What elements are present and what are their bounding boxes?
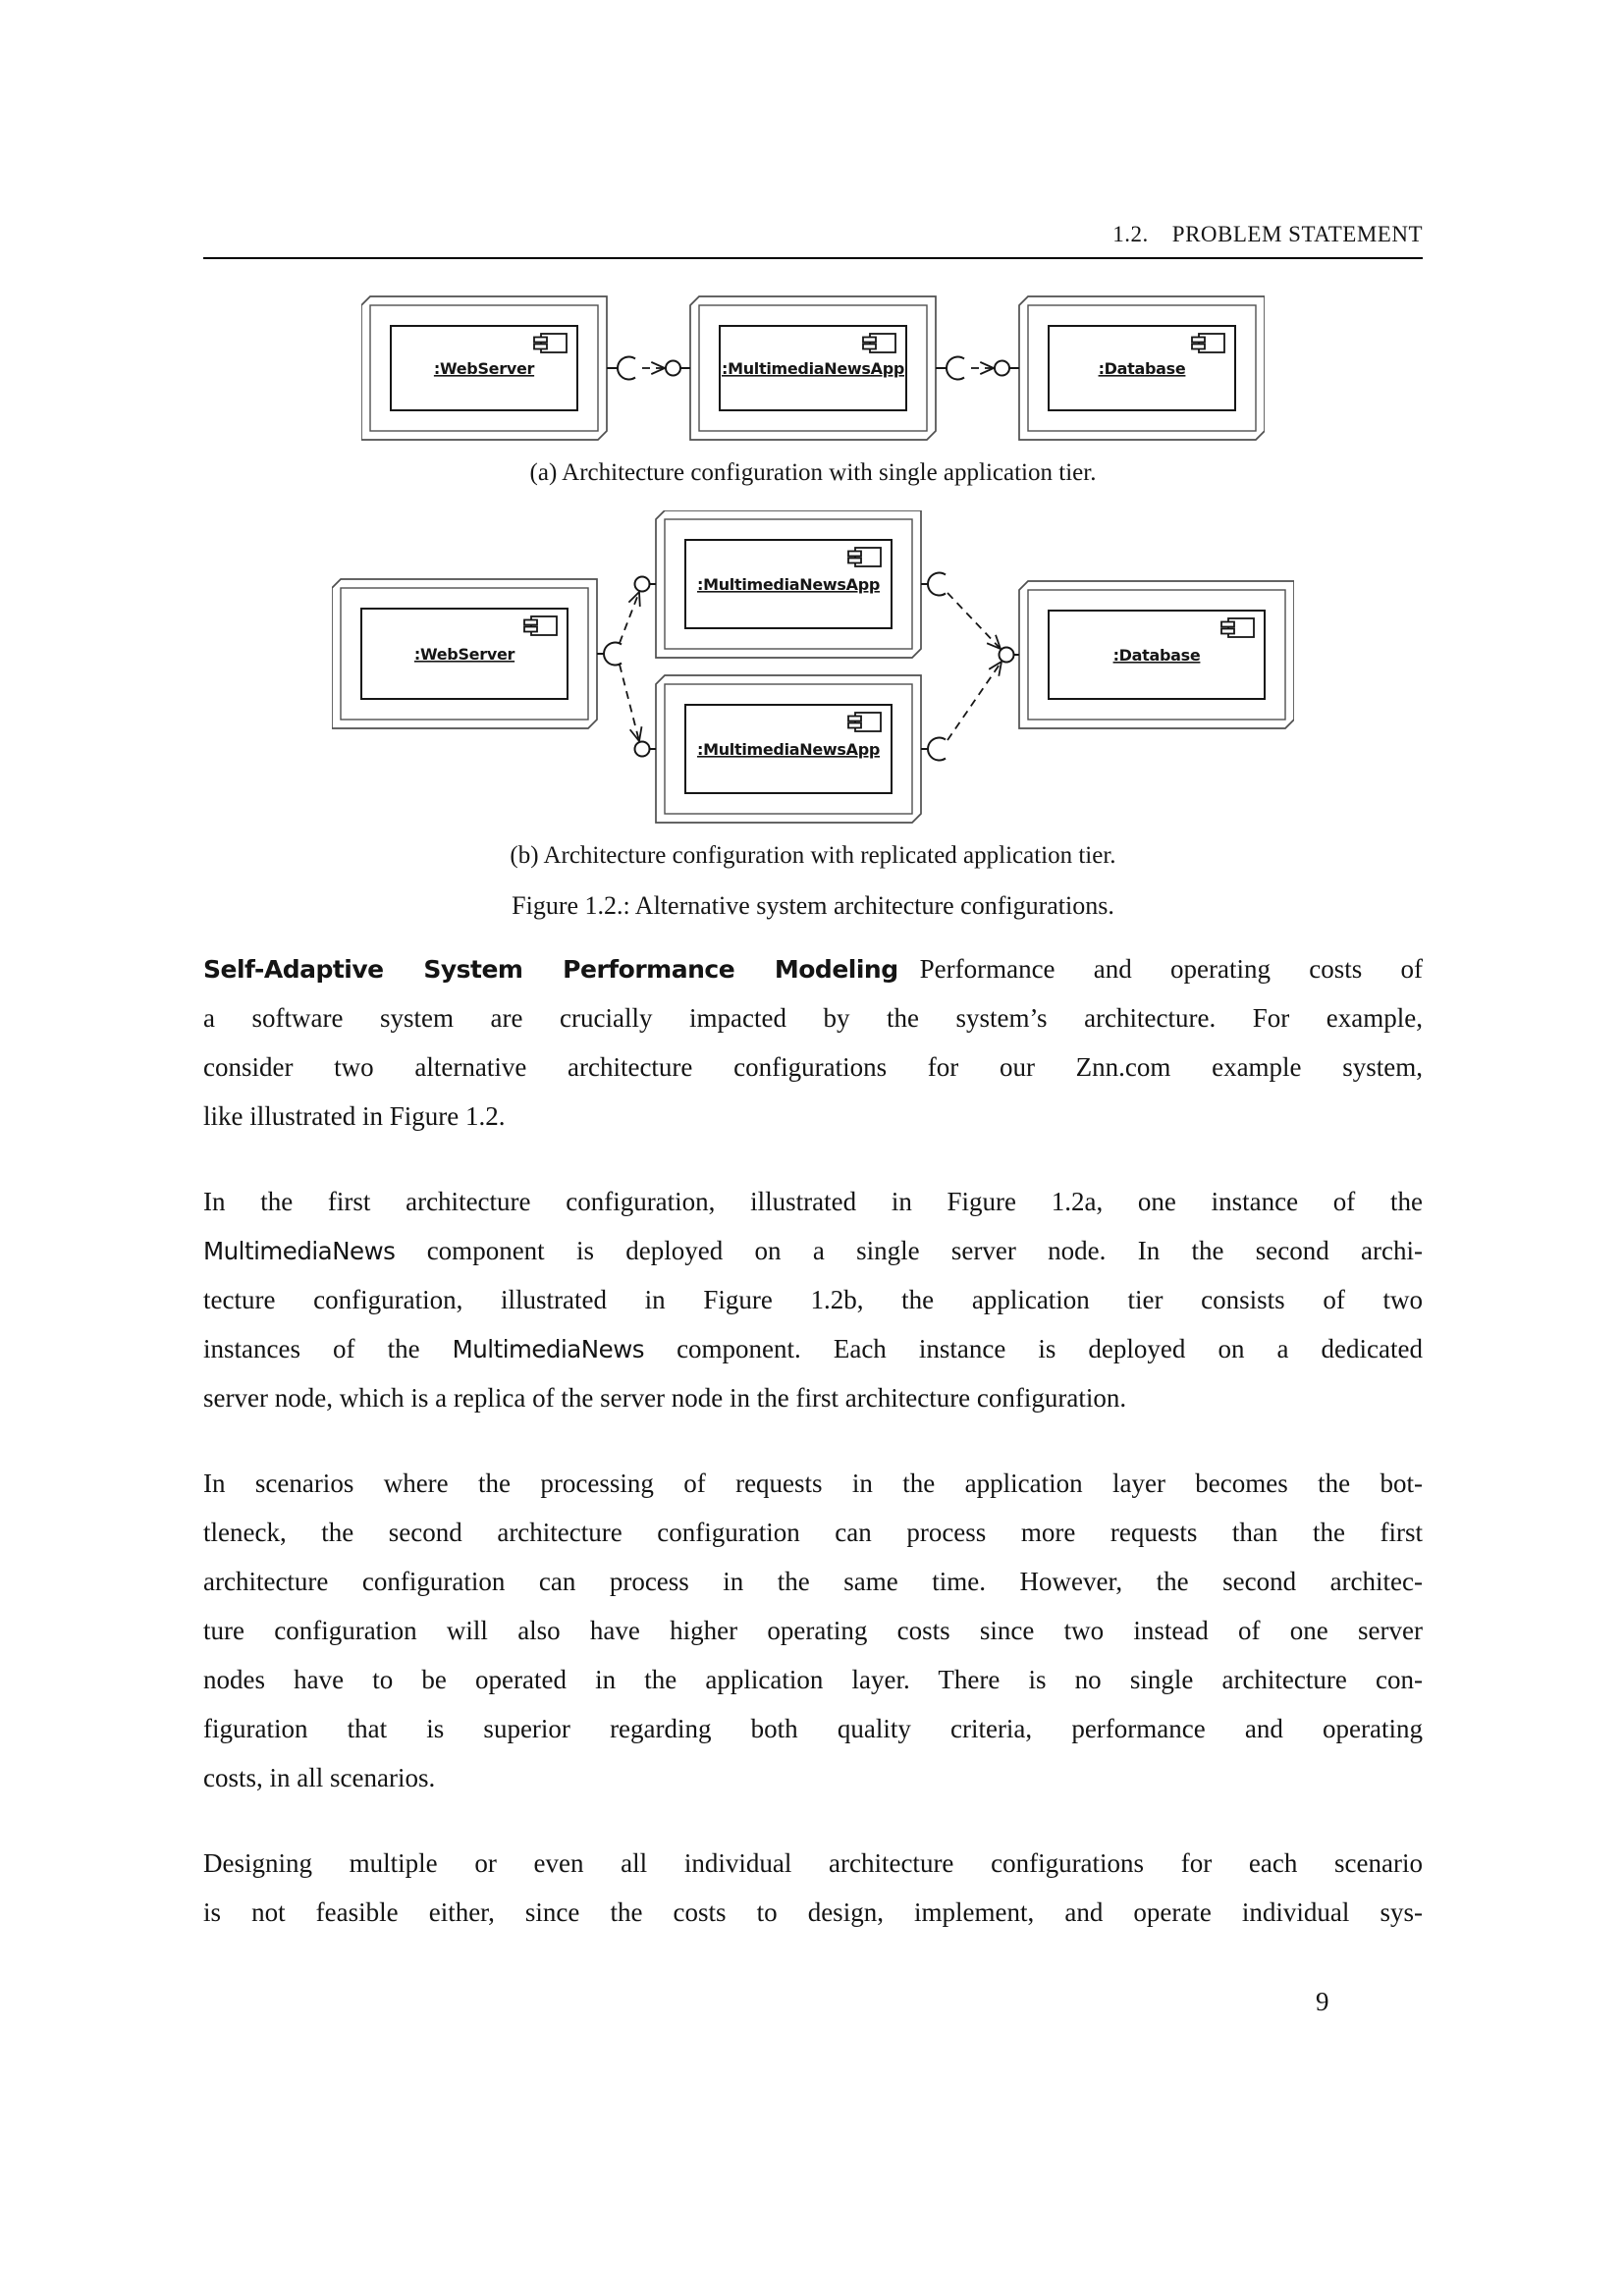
body-line (203, 1753, 1423, 1802)
text-run: server node, which is a replica of the server node in the first architecture configuration. (203, 1383, 1127, 1413)
ball-icon (635, 577, 650, 592)
dependency-arrow (947, 593, 1001, 649)
paragraph-heading: Self-Adaptive System Performance Modeling (203, 955, 898, 984)
paragraph (203, 1839, 1423, 1937)
assembly-connector (936, 357, 1019, 380)
dependency-arrow (620, 592, 640, 643)
uml-node-webserver (332, 579, 597, 728)
socket-icon (618, 357, 635, 380)
text-run: ture configuration will also have higher operating costs since two instead of one server (203, 1616, 1423, 1645)
body-line (203, 1557, 1423, 1606)
component-label: :MultimediaNewsApp (721, 359, 905, 378)
text-run: a software system are crucially impacted by the system’s architecture. For example, (203, 1003, 1423, 1033)
dependency-arrow (620, 665, 642, 741)
page-number: 9 (1316, 1987, 1329, 2016)
text-run: Designing multiple or even all individual architecture configurations for each scenario (203, 1848, 1423, 1878)
figure-1-2 (203, 294, 1423, 921)
body-line (203, 1092, 1423, 1141)
component-label: :Database (1112, 646, 1201, 665)
header-rule (203, 257, 1423, 259)
socket-icon (928, 573, 946, 596)
text-run: figuration that is superior regarding both quality criteria, performance and operating (203, 1714, 1423, 1743)
dependency-arrow (642, 362, 665, 374)
ball-icon (635, 742, 650, 757)
text-run: In scenarios where the processing of requests in the application layer becomes the bot- (203, 1468, 1423, 1498)
component-label: :MultimediaNewsApp (696, 740, 881, 759)
body-line (203, 1606, 1423, 1655)
text-run: component. Each instance is deployed on a dedicated (644, 1334, 1423, 1363)
body-line (203, 1888, 1423, 1937)
text-run: tecture configuration, illustrated in Figure 1.2b, the application tier consists of two (203, 1285, 1423, 1314)
open-arrowhead-icon (989, 662, 1001, 676)
open-arrowhead-icon (630, 726, 642, 741)
uml-node-multimedianewsapp (690, 296, 936, 440)
body-line (203, 1226, 1423, 1275)
paragraph (203, 1459, 1423, 1802)
text-run: MultimediaNews (452, 1335, 645, 1363)
uml-node-multimedianewsapp-2 (656, 675, 921, 823)
component-label: :WebServer (413, 645, 515, 664)
text-run: consider two alternative architecture configurations for our Znn.com example system, (203, 1052, 1423, 1082)
subcaption-b: (b) Architecture configuration with replicated application tier. (510, 842, 1116, 869)
body-line (203, 944, 1423, 993)
text-run: tleneck, the second architecture configuration can process more requests than the first (203, 1518, 1423, 1547)
component-label: :WebServer (433, 359, 535, 378)
text-run: architecture configuration can process in the same time. However, the second architec- (203, 1567, 1423, 1596)
section-number: 1.2. (1112, 222, 1149, 246)
text-run: component is deployed on a single server node. In the second archi- (395, 1236, 1423, 1265)
text-run: is not feasible either, since the costs to design, implement, and operate individual sys- (203, 1897, 1423, 1927)
socket-icon (947, 357, 964, 380)
body-line (203, 993, 1423, 1042)
body-line (203, 1042, 1423, 1092)
body-text (203, 944, 1423, 1973)
running-header (203, 222, 1423, 247)
subcaption-a: (a) Architecture configuration with single application tier. (529, 459, 1097, 486)
text-run: nodes have to be operated in the application layer. There is no single architecture con- (203, 1665, 1423, 1694)
assembly-connector (607, 357, 690, 380)
dependency-arrow (971, 362, 994, 374)
text-run: instances of the (203, 1334, 453, 1363)
diagram-b-svg (332, 510, 1294, 825)
socket-icon (604, 643, 622, 666)
body-line (203, 1459, 1423, 1508)
text-run: Performance and operating costs of (919, 954, 1423, 984)
uml-node-webserver (361, 296, 607, 440)
diagram-a-svg (361, 294, 1265, 442)
body-line (203, 1655, 1423, 1704)
body-line (203, 1704, 1423, 1753)
body-line (203, 1373, 1423, 1422)
component-label: :MultimediaNewsApp (696, 575, 881, 594)
uml-node-multimedianewsapp-1 (656, 510, 921, 658)
component-label: :Database (1098, 359, 1186, 378)
paragraph (203, 1177, 1423, 1422)
ball-icon (666, 361, 680, 376)
uml-node-database (1019, 296, 1265, 440)
socket-icon (928, 738, 946, 761)
body-line (203, 1177, 1423, 1226)
figure-caption: Figure 1.2.: Alternative system architecture configurations. (512, 891, 1114, 920)
text-run: MultimediaNews (203, 1237, 396, 1265)
text-run: In the first architecture configuration, illustrated in Figure 1.2a, one instance of the (203, 1187, 1423, 1216)
body-line (203, 1839, 1423, 1888)
dependency-arrow (947, 662, 1001, 740)
section-title: PROBLEM STATEMENT (1171, 222, 1423, 246)
ball-icon (995, 361, 1009, 376)
uml-node-database (1019, 581, 1294, 728)
body-line (203, 1324, 1423, 1373)
paragraph (203, 944, 1423, 1141)
text-run: like illustrated in Figure 1.2. (203, 1101, 506, 1131)
text-run: costs, in all scenarios. (203, 1763, 436, 1792)
body-line (203, 1275, 1423, 1324)
body-line (203, 1508, 1423, 1557)
